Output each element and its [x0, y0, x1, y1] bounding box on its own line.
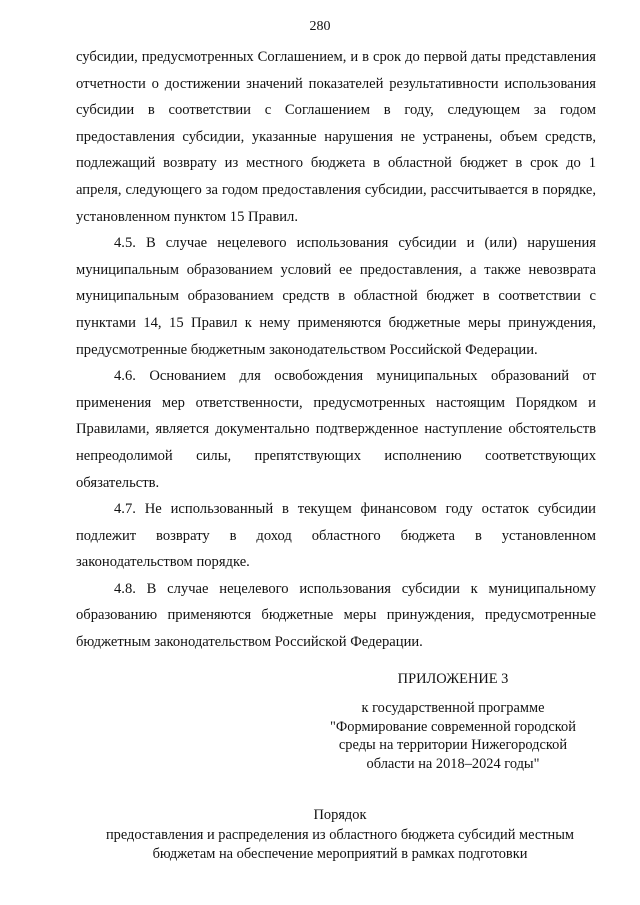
page-number: 280: [309, 19, 331, 34]
appendix-line: "Формирование современной городской: [330, 718, 576, 735]
paragraph-continuation: субсидии, предусмотренных Соглашением, и в срок до первой даты представления отчетности о достижении значений показателей результативности использования субсидии в соответствии с Соглашением в году, следующем за годом предоставления субсидии, указанные нарушения не устранены, объем средств, подлежащий возврату из местного бюджета в областной бюджет в срок до 1 апреля, следующего за годом предоставления субсидии, рассчитывается в порядке, установленном пунктом 15 Правил.: [76, 49, 596, 225]
paragraph-4-7: 4.7. Не использованный в текущем финансовом году остаток субсидии подлежит возврату в доход областного бюджета в установленном законодательством порядке.: [76, 501, 596, 571]
procedure-heading: [40, 806, 640, 863]
appendix-line: к государственной программе: [361, 700, 545, 716]
paragraph-4-5: 4.5. В случае нецелевого использования субсидии и (или) нарушения муниципальным образованием условий ее предоставления, а также невозврата муниципальным образованием средств в областной бюджет в соответствии с пунктами 14, 15 Правил к нему применяются бюджетные меры принуждения, предусмотренные бюджетным законодательством Российской Федерации.: [76, 235, 596, 358]
body-text: [76, 44, 596, 656]
appendix-line: области на 2018–2024 годы": [366, 755, 540, 772]
procedure-title: Порядок: [313, 807, 367, 823]
paragraph-4-8: 4.8. В случае нецелевого использования субсидии к муниципальному образованию применяются бюджетные меры принуждения, предусмотренные бюджетным законодательством Российской Федерации.: [76, 580, 596, 651]
appendix-line: среды на территории Нижегородской: [338, 737, 568, 753]
appendix-title: ПРИЛОЖЕНИЕ 3: [397, 671, 509, 687]
paragraph-4-6: 4.6. Основанием для освобождения муниципальных образований от применения мер ответственности, предусмотренных настоящим Порядком и Правилами, является документально подтвержденное наступление обстоятельств непреодолимой силы, препятствующих исполнению соответствующих обязательств.: [76, 368, 596, 491]
procedure-subtitle-line: бюджетам на обеспечение мероприятий в рамках подготовки: [152, 845, 528, 862]
appendix-block: [318, 670, 588, 773]
procedure-subtitle-line: предоставления и распределения из областного бюджета субсидий местным: [105, 827, 575, 843]
